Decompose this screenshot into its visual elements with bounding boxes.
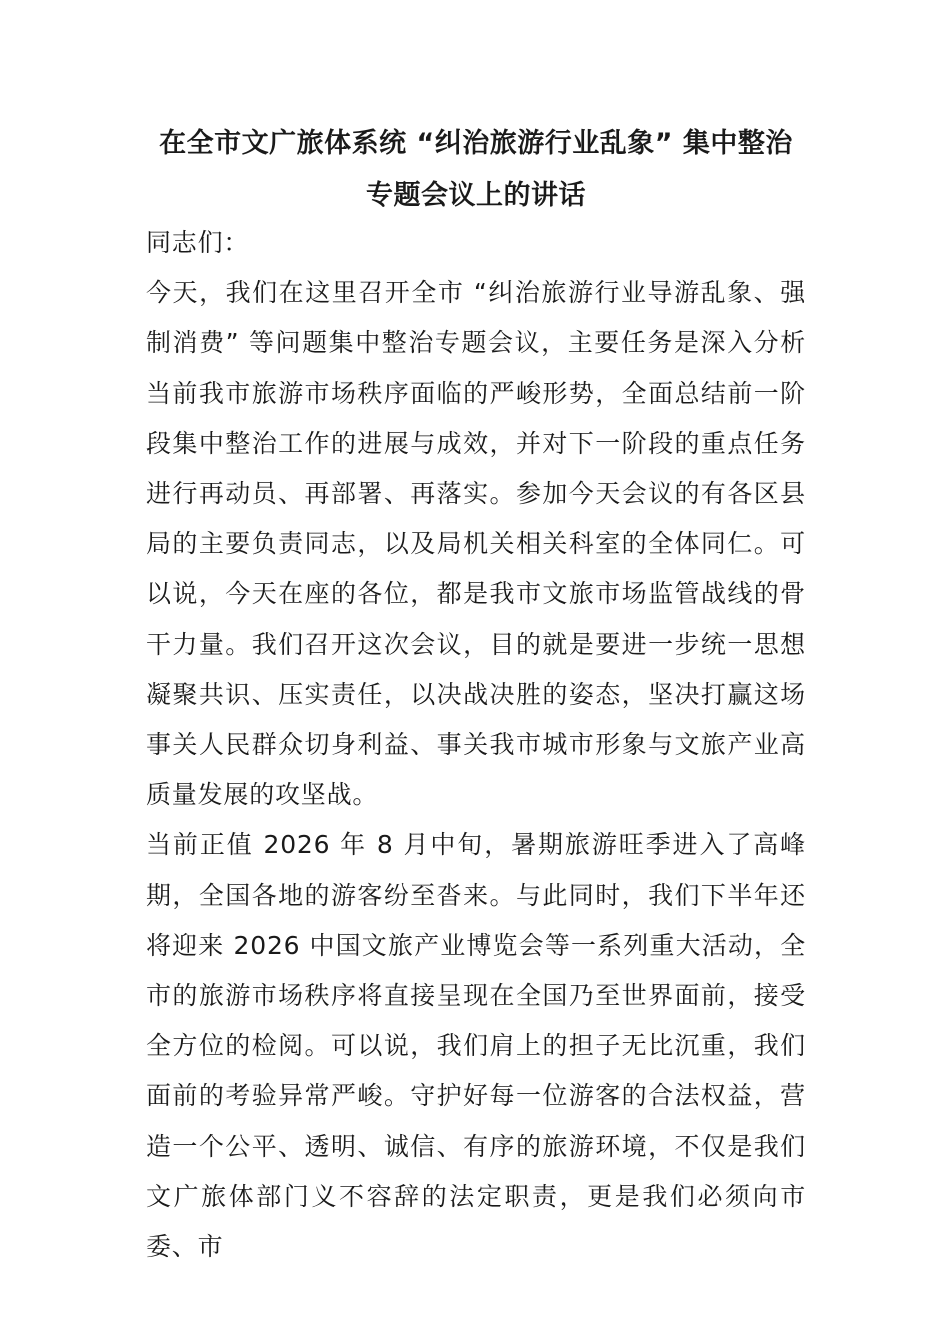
paragraph-2: 当前正值 2026 年 8 月中旬，暑期旅游旺季进入了高峰期，全国各地的游客纷至沓来。与此同时，我们下半年还将迎来 2026 中国文旅产业博览会等一系列重大活动，全市的旅游市场秩序将直接呈现在全国乃至世界面前，接受全方位的检阅。可以说，我们肩上的担子无比沉重，我们面前的考验异常严峻。守护好每一位游客的合法权益，营造一个公平、透明、诚信、有序的旅游环境，不仅是我们文广旅体部门义不容辞的法定职责，更是我们必须向市委、市 (146, 830, 806, 1262)
document-title: 在全市文广旅体系统 “纠治旅游行业乱象” 集中整治专题会议上的讲话 (159, 128, 793, 211)
paragraph-1: 今天，我们在这里召开全市 “纠治旅游行业导游乱象、强制消费” 等问题集中整治专题会议，主要任务是深入分析当前我市旅游市场秩序面临的严峻形势，全面总结前一阶段集中整治工作的进展与成效，并对下一阶段的重点任务进行再动员、再部署、再落实。参加今天会议的有各区县局的主要负责同志，以及局机关相关科室的全体同仁。可以说，今天在座的各位，都是我市文旅市场监管战线的骨干力量。我们召开这次会议，目的就是要进一步统一思想凝聚共识、压实责任，以决战决胜的姿态，坚决打赢这场事关人民群众切身利益、事关我市城市形象与文旅产业高质量发展的攻坚战。 (146, 278, 806, 810)
document-body (146, 218, 806, 1272)
salutation: 同志们： (146, 228, 250, 257)
